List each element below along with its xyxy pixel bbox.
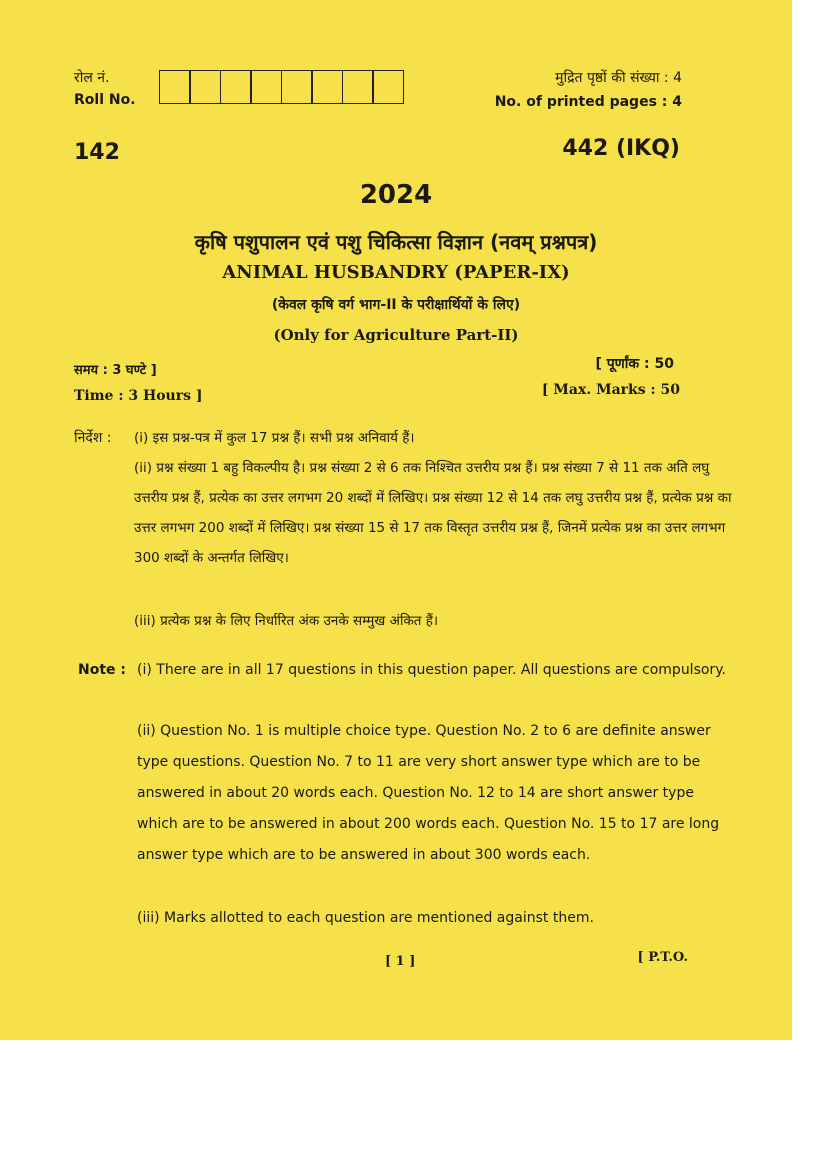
roll-digit-box[interactable] [311,70,343,104]
subject-title-english: ANIMAL HUSBANDRY (PAPER-IX) [222,262,570,283]
note-english-3: (iii) Marks allotted to each question are mentioned against them. [137,910,594,926]
time-hindi: समय : 3 घण्टे ] [74,363,157,378]
roll-digit-box[interactable] [372,70,404,104]
instruction-hindi-1: (i) इस प्रश्न-पत्र में कुल 17 प्रश्न हैं। सभी प्रश्न अनिवार्य हैं। [134,430,415,446]
max-marks-hindi: [ पूर्णांक : 50 [595,356,674,372]
subject-title-hindi: कृषि पशुपालन एवं पशु चिकित्सा विज्ञान (नवम् प्रश्नपत्र) [194,230,598,254]
instructions-label-hindi: निर्देश : [74,430,112,446]
note-english-1: (i) There are in all 17 questions in this question paper. All questions are compulsory. [137,662,726,678]
instruction-hindi-3: (iii) प्रत्येक प्रश्न के लिए निर्धारित अंक उनके सम्मुख अंकित हैं। [134,613,439,629]
max-marks-english: [ Max. Marks : 50 [541,382,680,398]
instruction-hindi-2: (ii) प्रश्न संख्या 1 बहु विकल्पीय है। प्रश्न संख्या 2 से 6 तक निश्चित उत्तरीय प्रश्न हैं। प्रश्न संख्या 7 से 11 तक अति लघु उत्तरीय प्रश्न हैं, प्रत्येक का उत्तर लगभग 20 शब्दों में लिखिए। प्रश्न संख्या 12 से 14 तक लघु उत्तरीय प्रश्न हैं, प्रत्येक प्रश्न का उत्तर लगभग 200 शब्दों में लिखिए। प्रश्न संख्या 15 से 17 तक विस्तृत उत्तरीय प्रश्न हैं, जिनमें प्रत्येक प्रश्न का उत्तर लगभग 300 शब्दों के अन्तर्गत लिखिए। [134,460,732,566]
roll-digit-box[interactable] [189,70,221,104]
roll-label-english: Roll No. [74,92,136,108]
note-english-2: (ii) Question No. 1 is multiple choice type. Question No. 2 to 6 are definite answer type questions. Question No. 7 to 11 are very short answer type which are to be answered in about 20 words each. Question No. 12 to 14 are short answer type which are to be answered in about 200 words each. Question No. 15 to 17 are long answer type which are to be answered in about 300 words each. [137,723,720,863]
paper-code-left: 142 [74,140,120,165]
roll-digit-box[interactable] [342,70,374,104]
paper-code-right: 442 (IKQ) [562,136,680,161]
printed-pages-english: No. of printed pages : 4 [494,94,682,110]
eligibility-english: (Only for Agriculture Part-II) [273,326,519,344]
roll-digit-box[interactable] [281,70,313,104]
time-english: Time : 3 Hours ] [74,388,203,404]
exam-year: 2024 [359,180,433,210]
eligibility-hindi: (केवल कृषि वर्ग भाग-II के परीक्षार्थियों के लिए) [271,297,521,313]
roll-number-boxes[interactable] [160,70,404,104]
roll-digit-box[interactable] [220,70,252,104]
roll-digit-box[interactable] [250,70,282,104]
roll-label-hindi: रोल नं. [74,70,110,86]
roll-digit-box[interactable] [159,70,191,104]
printed-pages-hindi: मुद्रित पृष्ठों की संख्या : 4 [555,70,682,86]
please-turn-over: [ P.T.O. [637,950,688,965]
page-number: [ 1 ] [385,954,416,969]
notes-label-english: Note : [78,662,126,678]
